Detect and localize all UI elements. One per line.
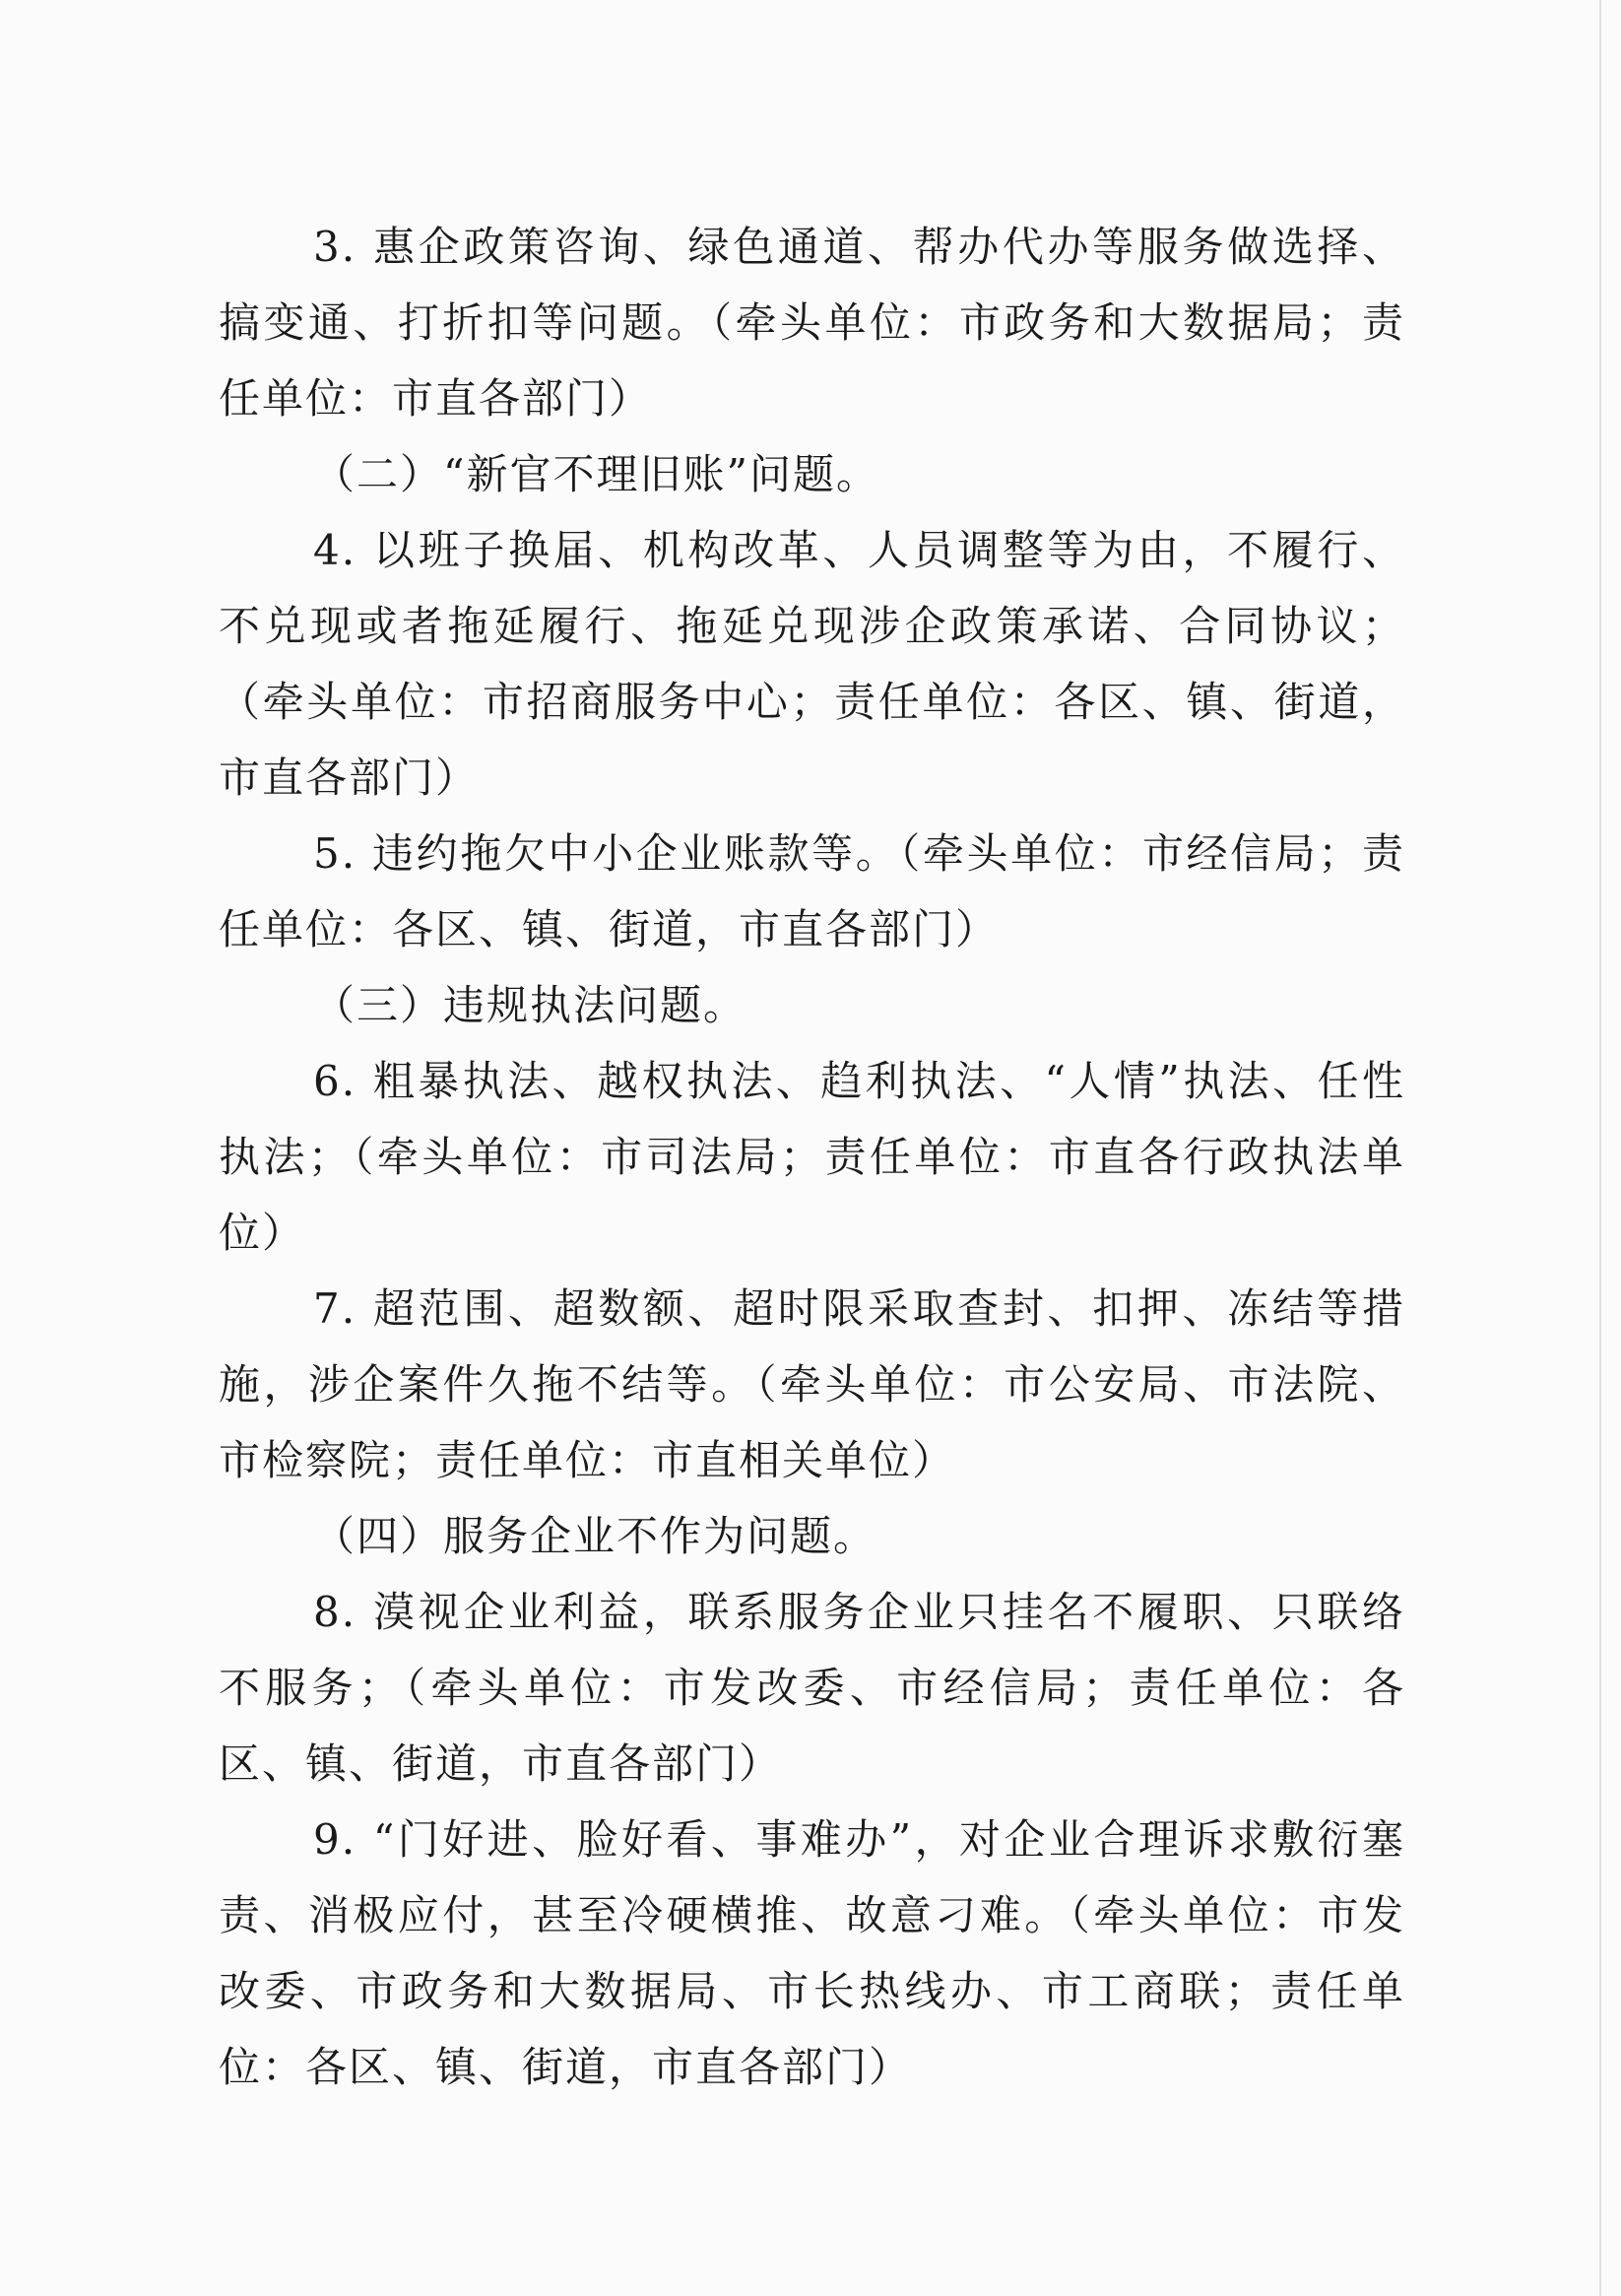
item-4-paragraph: 4. 以班子换届、机构改革、人员调整等为由，不履行、不兑现或者拖延履行、拖延兑现涉企政策承诺、合同协议；（牵头单位：市招商服务中心；责任单位：各区、镇、街道，市直各部门） bbox=[219, 526, 1405, 802]
item-9-paragraph: 9. “门好进、脸好看、事难办”，对企业合理诉求敷衍塞责、消极应付，甚至冷硬横推、故意刁难。（牵头单位：市发改委、市政务和大数据局、市长热线办、市工商联；责任单位：各区、镇、街道，市直各部门） bbox=[219, 1815, 1405, 2091]
item-5-paragraph: 5. 违约拖欠中小企业账款等。（牵头单位：市经信局；责任单位：各区、镇、街道，市直各部门） bbox=[219, 829, 1405, 953]
item-3-paragraph: 3. 惠企政策咨询、绿色通道、帮办代办等服务做选择、搞变通、打折扣等问题。（牵头单位：市政务和大数据局；责任单位：市直各部门） bbox=[219, 223, 1405, 423]
section-heading-3: （三）违规执法问题。 bbox=[313, 981, 747, 1029]
document-body bbox=[219, 209, 1405, 2105]
item-6-paragraph: 6. 粗暴执法、越权执法、趋利执法、“人情”执法、任性执法；（牵头单位：市司法局；责任单位：市直各行政执法单位） bbox=[219, 1057, 1405, 1257]
item-7-paragraph: 7. 超范围、超数额、超时限采取查封、扣押、冻结等措施，涉企案件久拖不结等。（牵头单位：市公安局、市法院、市检察院；责任单位：市直相关单位） bbox=[219, 1284, 1405, 1484]
section-heading-2: （二）“新官不理旧账”问题。 bbox=[313, 450, 879, 498]
section-heading-4: （四）服务企业不作为问题。 bbox=[313, 1512, 877, 1560]
scan-edge-line bbox=[1599, 0, 1601, 2296]
item-8-paragraph: 8. 漠视企业利益，联系服务企业只挂名不履职、只联络不服务；（牵头单位：市发改委、市经信局；责任单位：各区、镇、街道，市直各部门） bbox=[219, 1588, 1405, 1788]
